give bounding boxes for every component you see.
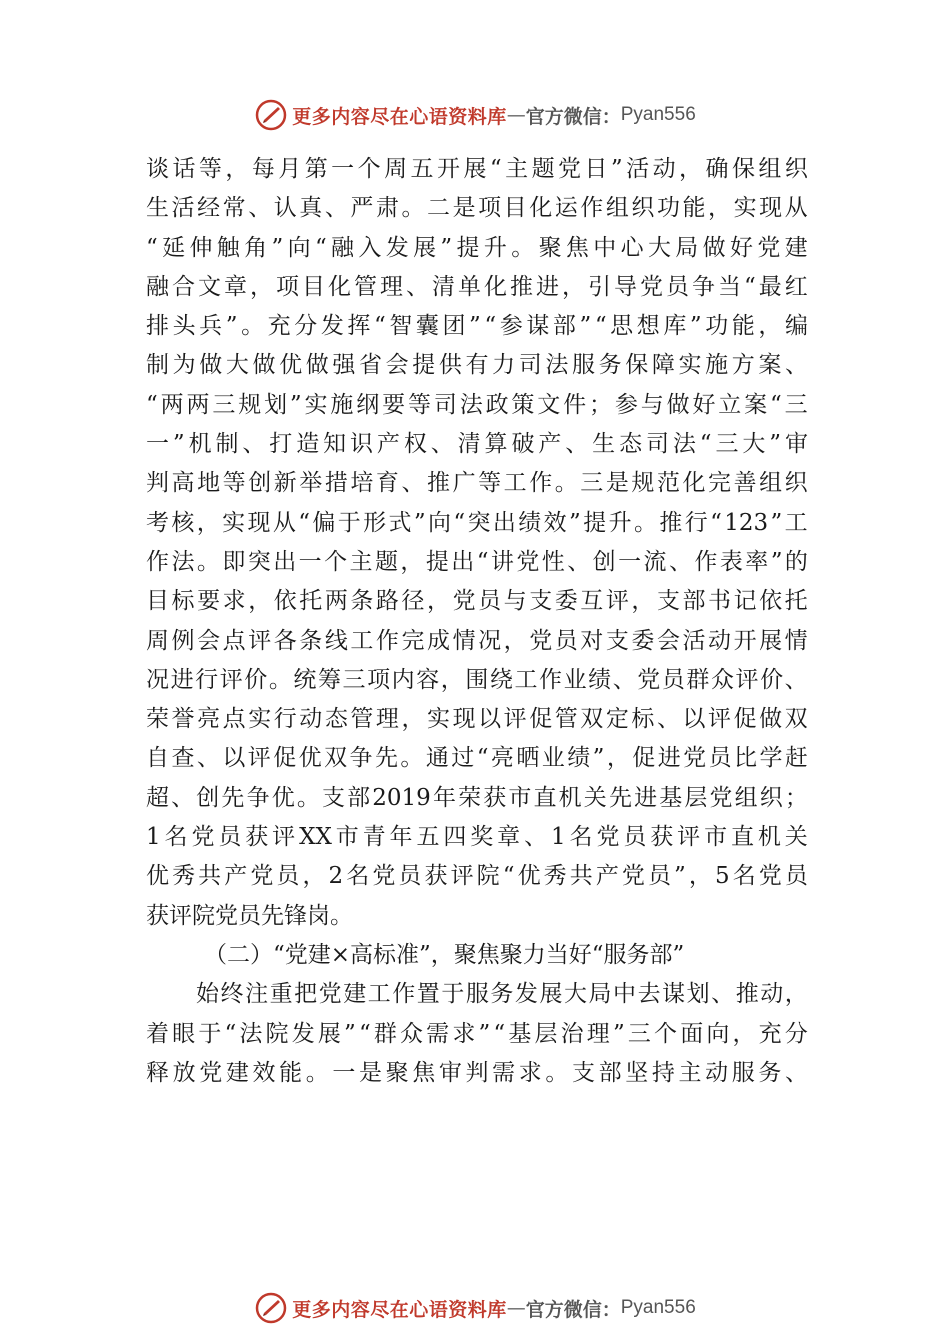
paragraph-line: 释 放 党 建 效 能 。 一 是 聚 焦 审 判 需 求 。 支 部 坚 持 主 动 服 务 、 — [146, 1059, 808, 1086]
watermark-id: Pyan556 — [620, 1297, 696, 1318]
brand-logo-icon — [254, 98, 288, 132]
brand-logo-icon — [254, 1291, 288, 1325]
section-heading: （二）“党建×高标准”，聚焦聚力当好“服务部” — [204, 941, 685, 968]
body-line: 目 标 要 求 ， 依 托 两 条 路 径 ， 党 员 与 支 委 互 评 ， 支 部 书 记 依 托 — [146, 588, 808, 615]
watermark-id: Pyan556 — [620, 104, 696, 125]
body-line: 生 活 经 常 、 认 真 、 严 肃 。 二 是 项 目 化 运 作 组 织 功 能 ， 实 现 从 — [146, 195, 808, 222]
watermark-brand: 更多内容尽在心语资料库 — [292, 105, 507, 128]
body-line: 一 ” 机 制 、 打 造 知 识 产 权 、 清 算 破 产 、 生 态 司 法 “ 三 大 ” 审 — [146, 431, 808, 458]
watermark-official: 官方微信： — [525, 105, 621, 128]
body-line: 优 秀 共 产 党 员 ， 2 名 党 员 获 评 院 “ 优 秀 共 产 党 员 ” ， 5 名 党 员 — [146, 863, 808, 890]
watermark-dash: — — [506, 104, 526, 126]
body-line: 超 、 创 先 争 优 。 支 部 2019 年 荣 获 市 直 机 关 先 进 基 层 党 组 织 ； — [146, 784, 808, 811]
body-line: 考 核 ， 实 现 从 “ 偏 于 形 式 ” 向 “ 突 出 绩 效 ” 提 升 。 推 行 “ 123 ” 工 — [146, 509, 808, 536]
paragraph-line: 始 终 注 重 把 党 建 工 作 置 于 服 务 发 展 大 局 中 去 谋 划 、 推 动 ， — [196, 981, 808, 1008]
footer-watermark — [0, 1288, 950, 1328]
body-line: 融 合 文 章 ， 项 目 化 管 理 、 清 单 化 推 进 ， 引 导 党 员 争 当 “ 最 红 — [146, 273, 808, 300]
paragraph-line: 着 眼 于 “ 法 院 发 展 ” “ 群 众 需 求 ” “ 基 层 治 理 ” 三 个 面 向 ， 充 分 — [146, 1020, 808, 1047]
body-line: 1 名 党 员 获 评 XX 市 青 年 五 四 奖 章 、 1 名 党 员 获 评 市 直 机 关 — [146, 824, 808, 851]
body-line: “ 延 伸 触 角 ” 向 “ 融 入 发 展 ” 提 升 。 聚 焦 中 心 大 局 做 好 党 建 — [146, 234, 808, 261]
body-line: 作 法 。 即 突 出 一 个 主 题 ， 提 出 “ 讲 党 性 、 创 一 流 、 作 表 率 ” 的 — [146, 548, 808, 575]
watermark-dash: — — [506, 1297, 526, 1319]
header-watermark — [0, 95, 950, 135]
body-line: 制 为 做 大 做 优 做 强 省 会 提 供 有 力 司 法 服 务 保 障 实 施 方 案 、 — [146, 352, 808, 379]
watermark-brand: 更多内容尽在心语资料库 — [292, 1298, 507, 1321]
body-line: 自 查 、 以 评 促 优 双 争 先 。 通 过 “ 亮 晒 业 绩 ” ， 促 进 党 员 比 学 赶 — [146, 745, 808, 772]
body-line: 判 高 地 等 创 新 举 措 培 育 、 推 广 等 工 作 。 三 是 规 范 化 完 善 组 织 — [146, 470, 808, 497]
body-line: 荣 誉 亮 点 实 行 动 态 管 理 ， 实 现 以 评 促 管 双 定 标 、 以 评 促 做 双 — [146, 706, 808, 733]
body-line: 况 进 行 评 价 。 统 筹 三 项 内 容 ， 围 绕 工 作 业 绩 、 党 员 群 众 评 价 、 — [146, 666, 808, 693]
watermark-official: 官方微信： — [525, 1298, 621, 1321]
body-line: 获评院党员先锋岗。 — [146, 902, 353, 929]
document-body — [146, 150, 808, 1093]
body-line: 谈 话 等 ， 每 月 第 一 个 周 五 开 展 “ 主 题 党 日 ” 活 动 ， 确 保 组 织 — [146, 156, 808, 182]
body-line: 排 头 兵 ” 。 充 分 发 挥 “ 智 囊 团 ” “ 参 谋 部 ” “ 思 想 库 ” 功 能 ， 编 — [146, 313, 808, 340]
body-line: 周 例 会 点 评 各 条 线 工 作 完 成 情 况 ， 党 员 对 支 委 会 活 动 开 展 情 — [146, 627, 808, 654]
body-line: “ 两 两 三 规 划 ” 实 施 纲 要 等 司 法 政 策 文 件 ； 参 与 做 好 立 案 “ 三 — [146, 391, 808, 418]
